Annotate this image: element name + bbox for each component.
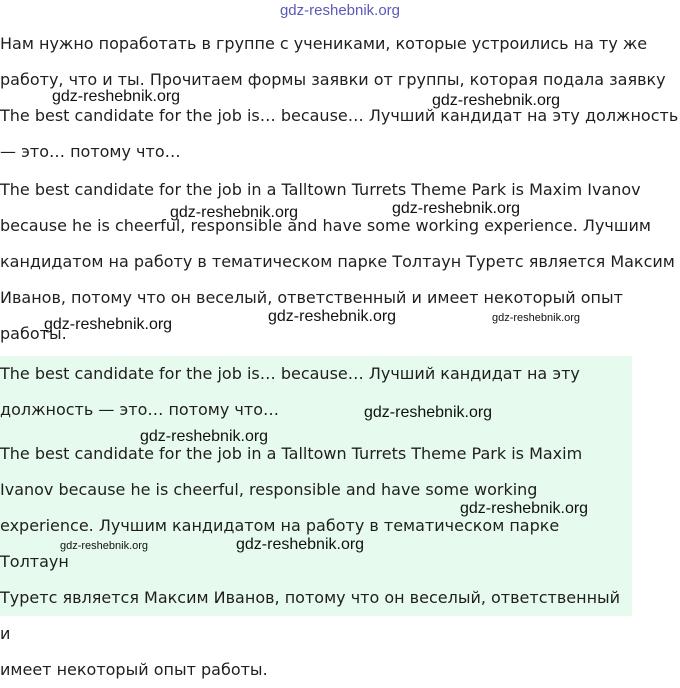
watermark: gdz-reshebnik.org	[492, 312, 581, 324]
watermark: gdz-reshebnik.org	[170, 204, 299, 221]
watermark: gdz-reshebnik.org	[432, 92, 561, 109]
watermark: gdz-reshebnik.org	[60, 540, 149, 552]
highlight-prompt-paragraph: The best candidate for the job is… because… Лучший кандидат на эту должность — это… потому что…	[0, 364, 580, 419]
answer-paragraph: The best candidate for the job in a Talltown Turrets Theme Park is Maxim Ivanov because he is cheerful, responsible and have some working experience. Лучшим кандидатом на работу в тематическом парке Толтаун Туретс является Максим Иванов, потому что он веселый, ответственный и имеет некоторый опыт работы.	[0, 180, 675, 343]
watermark: gdz-reshebnik.org	[140, 428, 269, 445]
watermark: gdz-reshebnik.org	[392, 200, 521, 217]
watermark: gdz-reshebnik.org	[44, 316, 173, 333]
watermark: gdz-reshebnik.org	[236, 536, 365, 553]
highlight-answer-paragraph: The best candidate for the job in a Talltown Turrets Theme Park is Maxim Ivanov because he is cheerful, responsible and have some working experience. Лучшим кандидатом на работу в тематическом парке Толтаун Туретс является Максим Иванов, потому что он веселый, ответственный и имеет некоторый опыт работы.	[0, 444, 621, 679]
watermark: gdz-reshebnik.org	[364, 404, 493, 421]
watermark: gdz-reshebnik.org	[268, 308, 397, 325]
watermark: gdz-reshebnik.org	[460, 500, 589, 517]
site-watermark-top: gdz-reshebnik.org	[279, 2, 401, 19]
intro-paragraph: Нам нужно поработать в группе с учениками, которые устроились на ту же работу, что и ты. Прочитаем формы заявки от группы, которая подала заявку The best candidate for the job is… because… Лучший кандидат на эту должность — это… потому что…	[0, 34, 679, 161]
watermark: gdz-reshebnik.org	[52, 88, 181, 105]
